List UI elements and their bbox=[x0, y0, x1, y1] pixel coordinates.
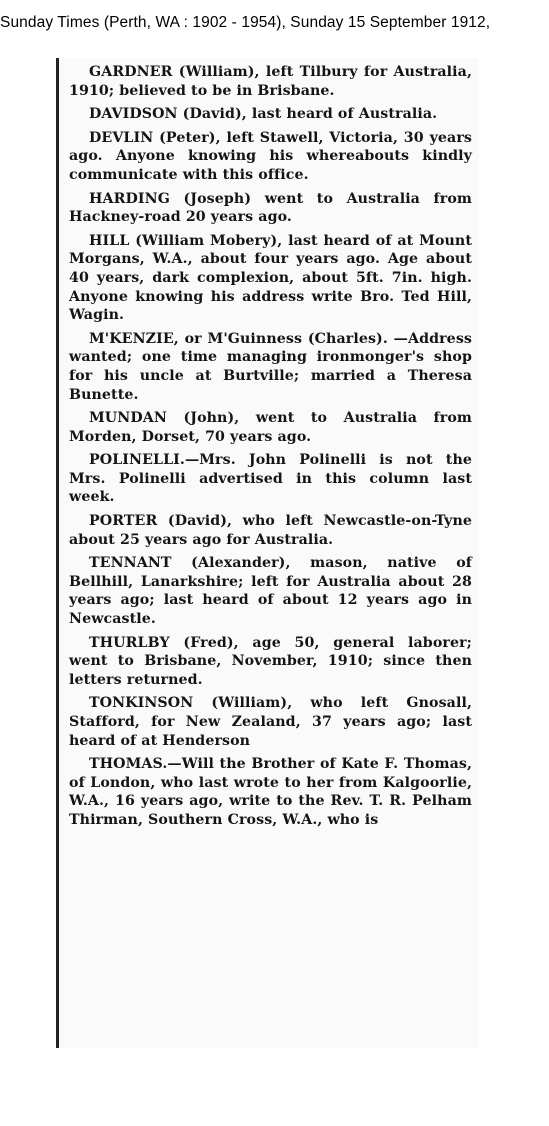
notice-devlin: DEVLIN (Peter), left Stawell, Victoria, 30 years ago. Anyone knowing his whereabouts kindly communicate with this office. bbox=[69, 129, 472, 183]
notice-mundan: MUNDAN (John), went to Australia from Morden, Dorset, 70 years ago. bbox=[69, 410, 472, 445]
notice-gardner: GARDNER (William), left Tilbury for Australia, 1910; believed to be in Brisbane. bbox=[69, 64, 472, 99]
notice-porter: PORTER (David), who left Newcastle-on-Tyne about 25 years ago for Australia. bbox=[69, 513, 472, 548]
notice-polinelli: POLINELLI.—Mrs. John Polinelli is not the Mrs. Polinelli advertised in this column last week. bbox=[69, 452, 472, 506]
notice-tonkinson: TONKINSON (William), who left Gnosall, Stafford, for New Zealand, 37 years ago; last heard of at Henderson bbox=[69, 695, 472, 749]
notice-hill: HILL (William Mobery), last heard of at Mount Morgans, W.A., about four years ago. Age about 40 years, dark complexion, about 5ft. 7in. high. Anyone knowing his address write Bro. Ted Hill, Wagin. bbox=[69, 232, 472, 324]
clipping-cut-edge bbox=[59, 1034, 479, 1048]
notice-thomas: THOMAS.—Will the Brother of Kate F. Thomas, of London, who last wrote to her from Kalgoorlie, W.A., 16 years ago, write to the Rev. T. R. Pelham Thirman, Southern Cross, W.A., who is bbox=[69, 756, 472, 828]
notice-thurlby: THURLBY (Fred), age 50, general laborer; went to Brisbane, November, 1910; since then letters returned. bbox=[69, 634, 472, 688]
notice-mckenzie: M'KENZIE, or M'Guinness (Charles). —Address wanted; one time managing ironmonger's shop for his uncle at Burtville; married a Theresa Bunette. bbox=[69, 330, 472, 403]
notice-harding: HARDING (Joseph) went to Australia from Hackney-road 20 years ago. bbox=[69, 190, 472, 226]
missing-friends-column bbox=[69, 63, 472, 830]
newspaper-clipping bbox=[56, 58, 479, 1048]
notice-davidson: DAVIDSON (David), last heard of Australia. bbox=[89, 106, 438, 123]
notice-tennant: TENNANT (Alexander), mason, native of Bellhill, Lanarkshire; left for Australia about 28 years ago; last heard of about 12 years ago in Newcastle. bbox=[69, 555, 472, 628]
source-citation: Sunday Times (Perth, WA : 1902 - 1954), Sunday 15 September 1912, bbox=[0, 14, 491, 31]
